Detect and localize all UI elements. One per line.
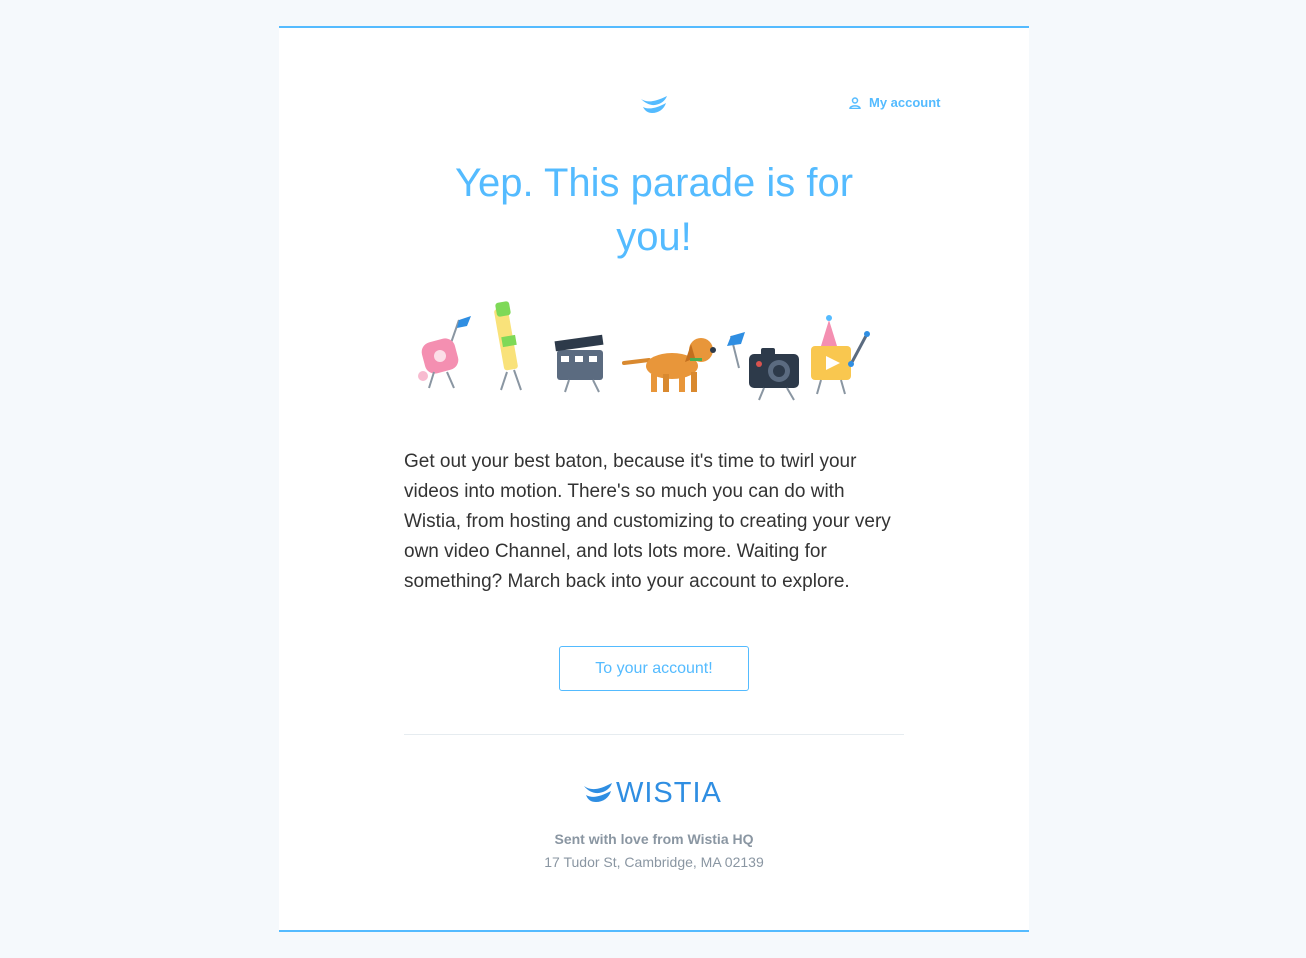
donut-character-icon bbox=[418, 316, 471, 388]
video-box-character-icon bbox=[811, 315, 870, 394]
headline: Yep. This parade is for you! bbox=[454, 161, 854, 259]
clapperboard-character-icon bbox=[555, 335, 604, 392]
wistia-flag-icon bbox=[584, 783, 612, 803]
my-account-label: My account bbox=[869, 95, 941, 110]
footer-logo bbox=[584, 778, 722, 808]
divider bbox=[404, 734, 904, 735]
wistia-flag-icon bbox=[641, 96, 667, 114]
sent-line: Sent with love from Wistia HQ bbox=[554, 831, 754, 847]
user-icon bbox=[849, 97, 861, 109]
flag-icon bbox=[727, 332, 745, 368]
camera-character-icon bbox=[749, 348, 799, 400]
to-your-account-button[interactable]: To your account! bbox=[559, 646, 749, 691]
my-account-link[interactable] bbox=[849, 95, 941, 110]
email-card bbox=[279, 26, 1029, 932]
wistia-wordmark: WISTIA bbox=[616, 777, 722, 809]
body-paragraph: Get out your best baton, because it's time to twirl your videos into motion. There's so much you can do with Wistia, from hosting and customizing to creating your very own video Channel, and lots lots more. Waiting for something? March back into your account to explore. bbox=[404, 451, 891, 592]
pencil-character-icon bbox=[494, 301, 521, 390]
dog-icon bbox=[624, 338, 716, 392]
parade-illustration bbox=[409, 288, 889, 413]
address-line: 17 Tudor St, Cambridge, MA 02139 bbox=[544, 854, 764, 870]
